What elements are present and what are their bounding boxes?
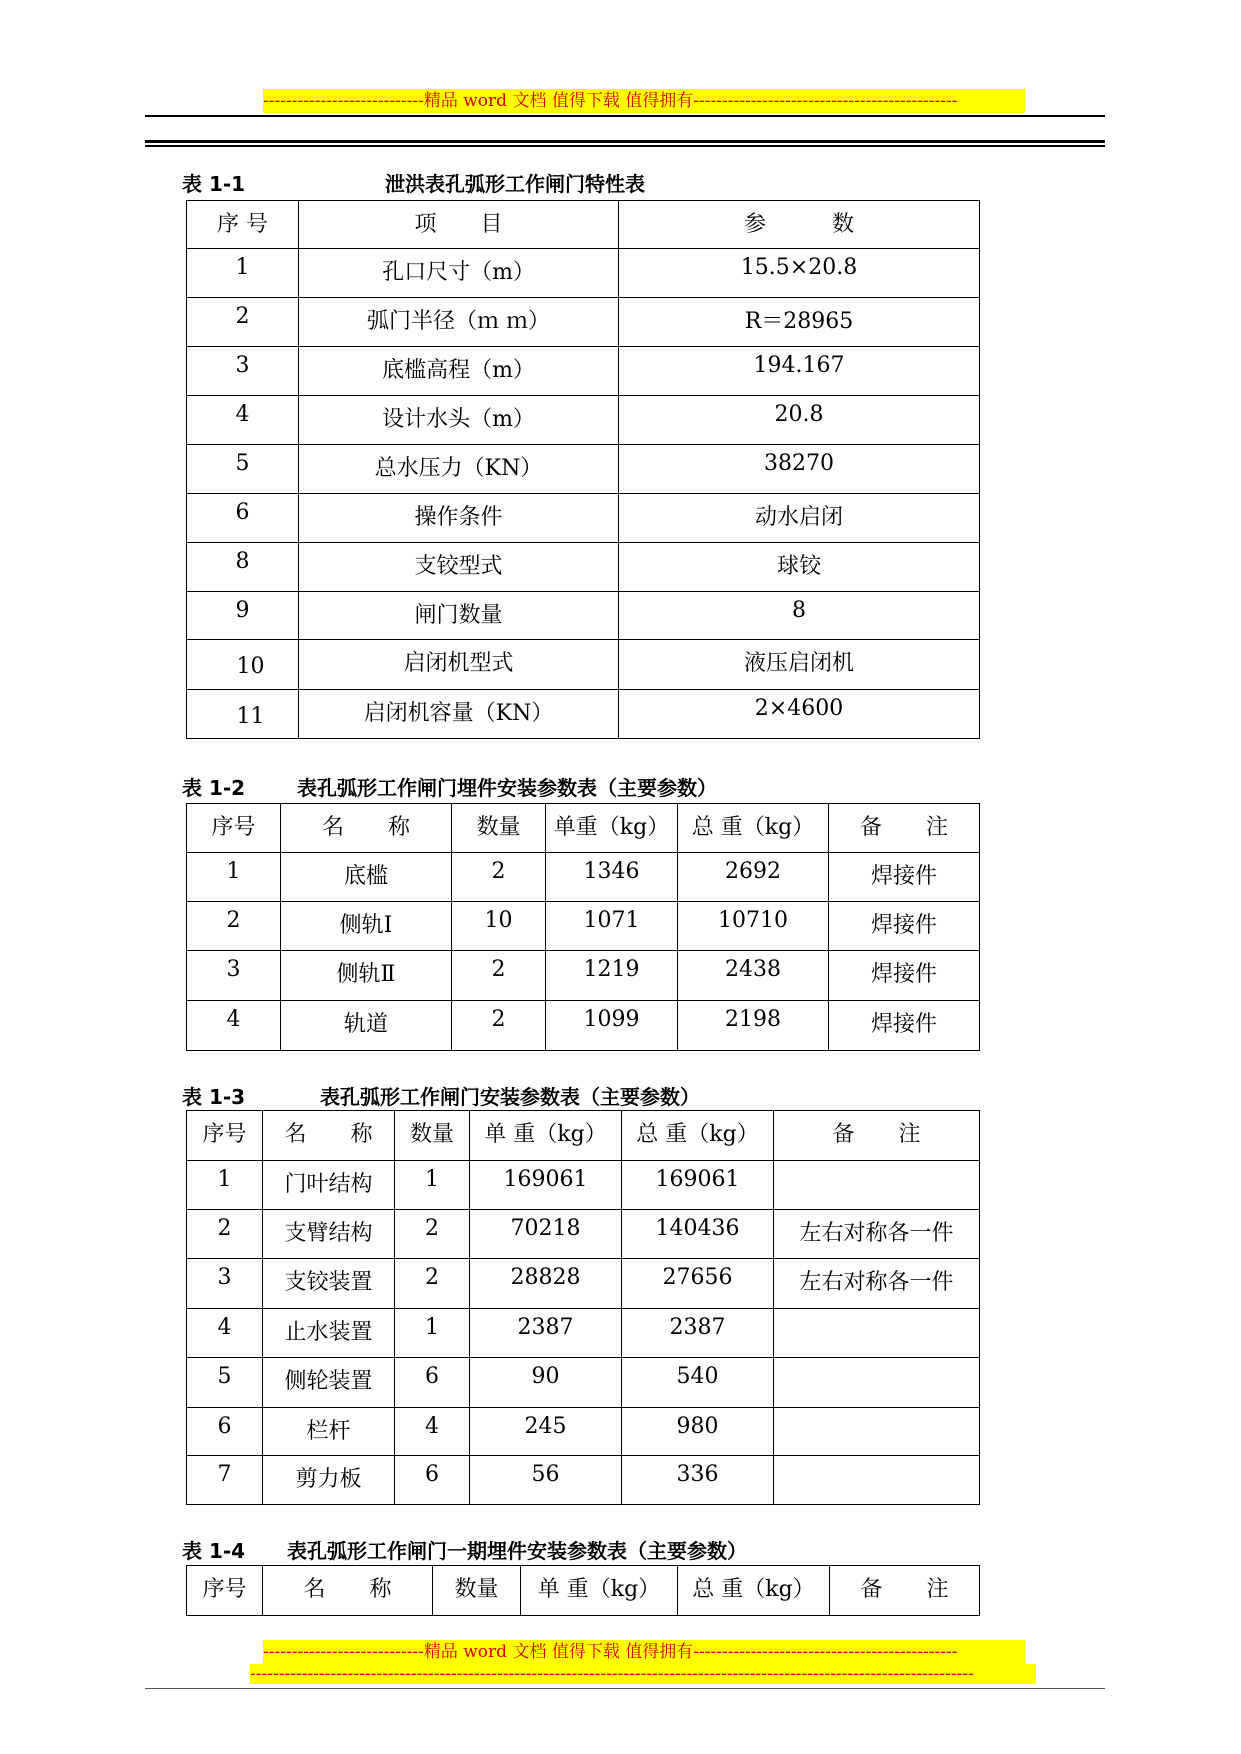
table4-number: 表 1-4 [182,1539,246,1563]
table2 [186,803,980,1051]
table3-header-cell: 单 重（kg） [470,1111,622,1161]
table3-cell: 336 [622,1456,774,1505]
table3-cell: 56 [470,1456,622,1505]
table-row [187,543,980,592]
table3-cell: 2 [395,1259,470,1309]
table2-cell: 焊接件 [829,951,980,1001]
table1-cell: 2 [187,298,299,347]
table4-title: 表孔弧形工作闸门一期埋件安装参数表（主要参数） [287,1539,747,1563]
table1-cell: 总水压力（KN） [299,445,619,494]
table-row [187,690,980,739]
table2-cell: 1071 [546,902,678,951]
header-rule [145,115,1105,117]
table2-cell: 2 [452,853,546,902]
table1-cell: 弧门半径（ｍ ｍ） [299,298,619,347]
table-row [187,1210,980,1259]
table1-cell: 11 [187,690,299,739]
table3-cell: 支铰装置 [263,1259,395,1309]
table3-cell: 支臂结构 [263,1210,395,1259]
table3-caption [182,1085,782,1109]
table1-cell: 6 [187,494,299,543]
table2-cell: 焊接件 [829,902,980,951]
table2-cell: 1219 [546,951,678,1001]
table3-cell: 7 [187,1456,263,1505]
table3-cell: 6 [187,1408,263,1456]
table-row [187,494,980,543]
table3-header-cell: 名 称 [263,1111,395,1161]
table1-cell: 设计水头（m） [299,396,619,445]
table3-number: 表 1-3 [182,1085,246,1109]
table3-cell: 左右对称各一件 [774,1210,980,1259]
table4-header-cell: 备 注 [830,1566,980,1616]
table1-cell: 8 [187,543,299,592]
footer-banner: ----------------------------精品 word 文档 值得下载 值得拥有---------------------------------------------- [263,1640,1025,1664]
table-row [187,640,980,690]
table3-cell: 90 [470,1358,622,1408]
table3-title: 表孔弧形工作闸门安装参数表（主要参数） [320,1085,700,1109]
header-double-rule-bottom [145,145,1105,147]
table1-cell: 动水启闭 [619,494,980,543]
table2-cell: 4 [187,1001,281,1051]
table3-cell: 245 [470,1408,622,1456]
table2-header-row [187,804,980,853]
table3-cell: 540 [622,1358,774,1408]
table3-cell: 剪力板 [263,1456,395,1505]
table1 [186,200,980,739]
table2-cell: 轨道 [281,1001,452,1051]
table-row [187,951,980,1001]
table3-cell [774,1358,980,1408]
table2-header-cell: 名 称 [281,804,452,853]
table-row [187,1161,980,1210]
table4-header-cell: 序号 [187,1566,263,1616]
table3-cell: 169061 [470,1161,622,1210]
table3-cell: 2387 [470,1309,622,1358]
table3-cell [774,1161,980,1210]
table2-cell: 2692 [678,853,829,902]
table3-cell: 140436 [622,1210,774,1259]
table4-header-row [187,1566,980,1616]
table-row [187,445,980,494]
table1-cell: 底槛高程（m） [299,347,619,396]
table3 [186,1110,980,1505]
table1-caption [182,172,702,196]
table1-cell: 2×4600 [619,690,980,739]
table-row [187,1001,980,1051]
table3-cell [774,1309,980,1358]
table1-cell: 8 [619,592,980,640]
table2-cell: 侧轨Ⅰ [281,902,452,951]
table1-cell: 38270 [619,445,980,494]
table3-cell: 1 [395,1309,470,1358]
table1-cell: 液压启闭机 [619,640,980,690]
table3-cell: 27656 [622,1259,774,1309]
table1-header-cell: 项 目 [299,201,619,249]
table2-cell: 底槛 [281,853,452,902]
table1-cell: 5 [187,445,299,494]
table1-cell: 20.8 [619,396,980,445]
table2-header-cell: 序号 [187,804,281,853]
table2-caption [182,776,782,800]
table2-cell: 3 [187,951,281,1001]
table3-cell: 1 [187,1161,263,1210]
table1-cell: 10 [187,640,299,690]
table-row [187,1259,980,1309]
table1-cell: 3 [187,347,299,396]
header-banner: ----------------------------精品 word 文档 值得下载 值得拥有---------------------------------------------- [263,89,1025,113]
table1-title: 泄洪表孔弧形工作闸门特性表 [385,172,645,196]
table1-cell: 15.5×20.8 [619,249,980,298]
table1-cell: 4 [187,396,299,445]
table2-cell: 1099 [546,1001,678,1051]
footer-banner-dashes: ------------------------------------------------------------------------------------------------------------------------------ [250,1664,1036,1684]
table3-header-cell: 总 重（kg） [622,1111,774,1161]
table1-header-cell: 参 数 [619,201,980,249]
table4 [186,1565,980,1616]
table4-header-cell: 数量 [433,1566,521,1616]
table-row [187,298,980,347]
table-row [187,396,980,445]
table3-cell: 169061 [622,1161,774,1210]
table-row [187,249,980,298]
table3-cell [774,1456,980,1505]
table3-cell: 止水装置 [263,1309,395,1358]
table3-cell: 2387 [622,1309,774,1358]
table4-header-cell: 单 重（kg） [521,1566,678,1616]
table4-header-cell: 总 重（kg） [678,1566,830,1616]
table3-cell: 70218 [470,1210,622,1259]
table2-title: 表孔弧形工作闸门埋件安装参数表（主要参数） [297,776,717,800]
table2-cell: 侧轨Ⅱ [281,951,452,1001]
table-row [187,1309,980,1358]
table2-number: 表 1-2 [182,776,246,800]
table1-cell: 1 [187,249,299,298]
table3-cell: 栏杆 [263,1408,395,1456]
table-row [187,853,980,902]
table1-cell: 闸门数量 [299,592,619,640]
table3-cell [774,1408,980,1456]
table-row [187,902,980,951]
table3-cell: 3 [187,1259,263,1309]
table-row [187,1408,980,1456]
table2-cell: 焊接件 [829,1001,980,1051]
table3-cell: 6 [395,1358,470,1408]
table3-cell: 侧轮装置 [263,1358,395,1408]
table3-cell: 28828 [470,1259,622,1309]
table1-cell: R＝28965 [619,298,980,347]
table3-cell: 2 [187,1210,263,1259]
table2-cell: 2198 [678,1001,829,1051]
table2-cell: 2 [452,1001,546,1051]
table3-header-cell: 序号 [187,1111,263,1161]
footer-rule [145,1688,1105,1689]
table1-cell: 球铰 [619,543,980,592]
table3-header-cell: 数量 [395,1111,470,1161]
header-double-rule-top [145,140,1105,143]
table3-header-row [187,1111,980,1161]
table2-header-cell: 总 重（kg） [678,804,829,853]
table-row [187,347,980,396]
table1-number: 表 1-1 [182,172,246,196]
table2-cell: 10 [452,902,546,951]
table1-cell: 启闭机型式 [299,640,619,690]
table1-header-cell: 序 号 [187,201,299,249]
table3-cell: 4 [187,1309,263,1358]
table1-cell: 启闭机容量（KN） [299,690,619,739]
table3-cell: 6 [395,1456,470,1505]
table2-cell: 1 [187,853,281,902]
table-row [187,1456,980,1505]
table1-cell: 操作条件 [299,494,619,543]
table2-cell: 2 [452,951,546,1001]
table3-header-cell: 备 注 [774,1111,980,1161]
table2-cell: 2 [187,902,281,951]
table3-cell: 4 [395,1408,470,1456]
table-row [187,592,980,640]
table2-cell: 焊接件 [829,853,980,902]
table2-header-cell: 备 注 [829,804,980,853]
table4-caption [182,1539,822,1563]
table3-cell: 2 [395,1210,470,1259]
table2-header-cell: 单重（kg） [546,804,678,853]
table4-header-cell: 名 称 [263,1566,433,1616]
table3-cell: 1 [395,1161,470,1210]
table3-cell: 980 [622,1408,774,1456]
table2-cell: 10710 [678,902,829,951]
table-row [187,1358,980,1408]
table3-cell: 5 [187,1358,263,1408]
table1-cell: 9 [187,592,299,640]
table1-cell: 支铰型式 [299,543,619,592]
table2-header-cell: 数量 [452,804,546,853]
table1-cell: 194.167 [619,347,980,396]
table2-cell: 1346 [546,853,678,902]
table3-cell: 左右对称各一件 [774,1259,980,1309]
table3-cell: 门叶结构 [263,1161,395,1210]
table1-header-row [187,201,980,249]
table2-cell: 2438 [678,951,829,1001]
table1-cell: 孔口尺寸（m） [299,249,619,298]
